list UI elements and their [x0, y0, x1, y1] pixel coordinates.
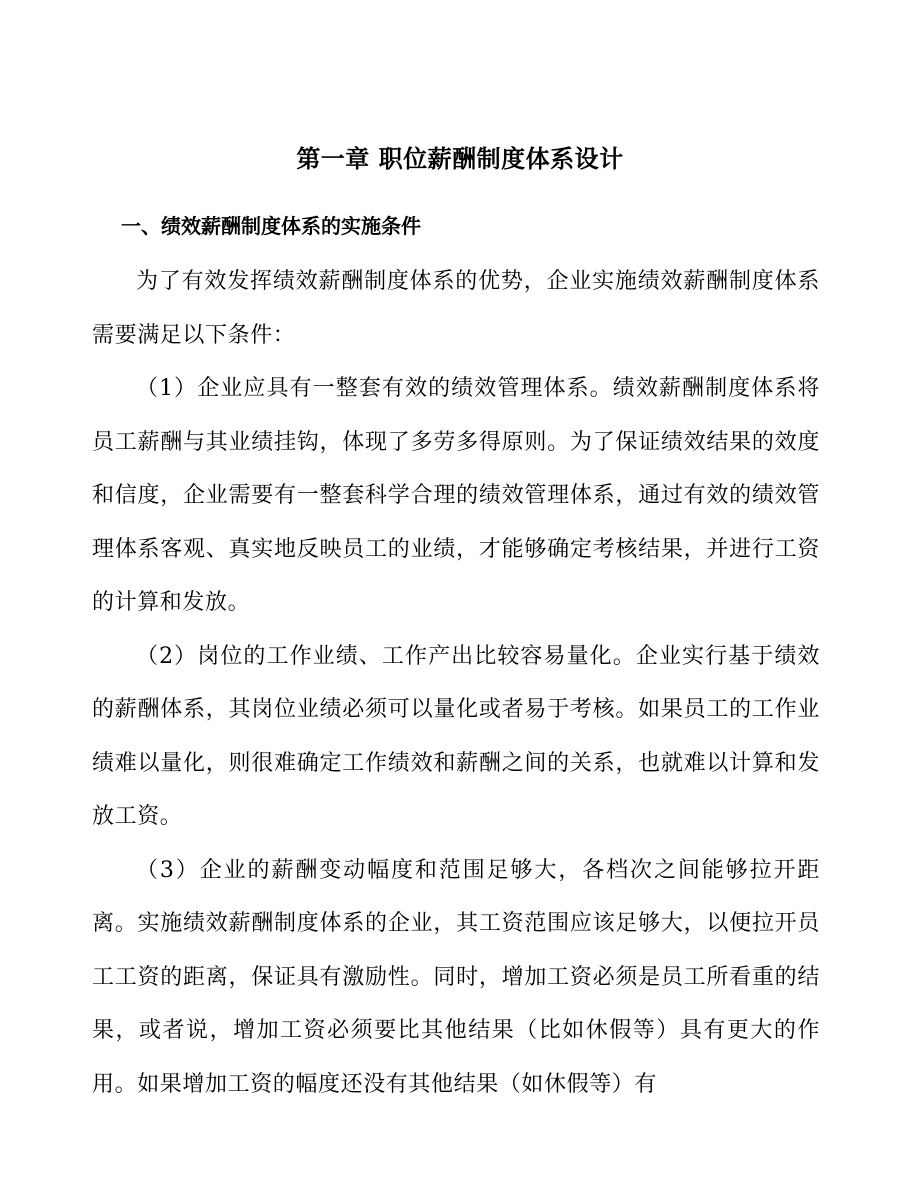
- paragraph-condition-3: （3）企业的薪酬变动幅度和范围足够大，各档次之间能够拉开距离。实施绩效薪酬制度体系的企业，其工资范围应该足够大，以便拉开员工工资的距离，保证具有激励性。同时，增加工资必须是员工所看重的结果，或者说，增加工资必须要比其他结果（比如休假等）具有更大的作用。如果增加工资的幅度还没有其他结果（如休假等）有: [92, 857, 820, 1097]
- paragraph-condition-2: （2）岗位的工作业绩、工作产出比较容易量化。企业实行基于绩效的薪酬体系，其岗位业绩必须可以量化或者易于考核。如果员工的工作业绩难以量化，则很难确定工作绩效和薪酬之间的关系，也就难以计算和发放工资。: [92, 643, 820, 829]
- document-body: [92, 255, 820, 1111]
- paragraph-condition-1: （1）企业应具有一整套有效的绩效管理体系。绩效薪酬制度体系将员工薪酬与其业绩挂钩，体现了多劳多得原则。为了保证绩效结果的效度和信度，企业需要有一整套科学合理的绩效管理体系，通过有效的绩效管理体系客观、真实地反映员工的业绩，才能够确定考核结果，并进行工资的计算和发放。: [92, 376, 820, 615]
- chapter-title: 第一章 职位薪酬制度体系设计: [296, 144, 624, 173]
- section-heading: 一、绩效薪酬制度体系的实施条件: [121, 214, 421, 238]
- paragraph-intro: 为了有效发挥绩效薪酬制度体系的优势，企业实施绩效薪酬制度体系需要满足以下条件：: [92, 269, 820, 348]
